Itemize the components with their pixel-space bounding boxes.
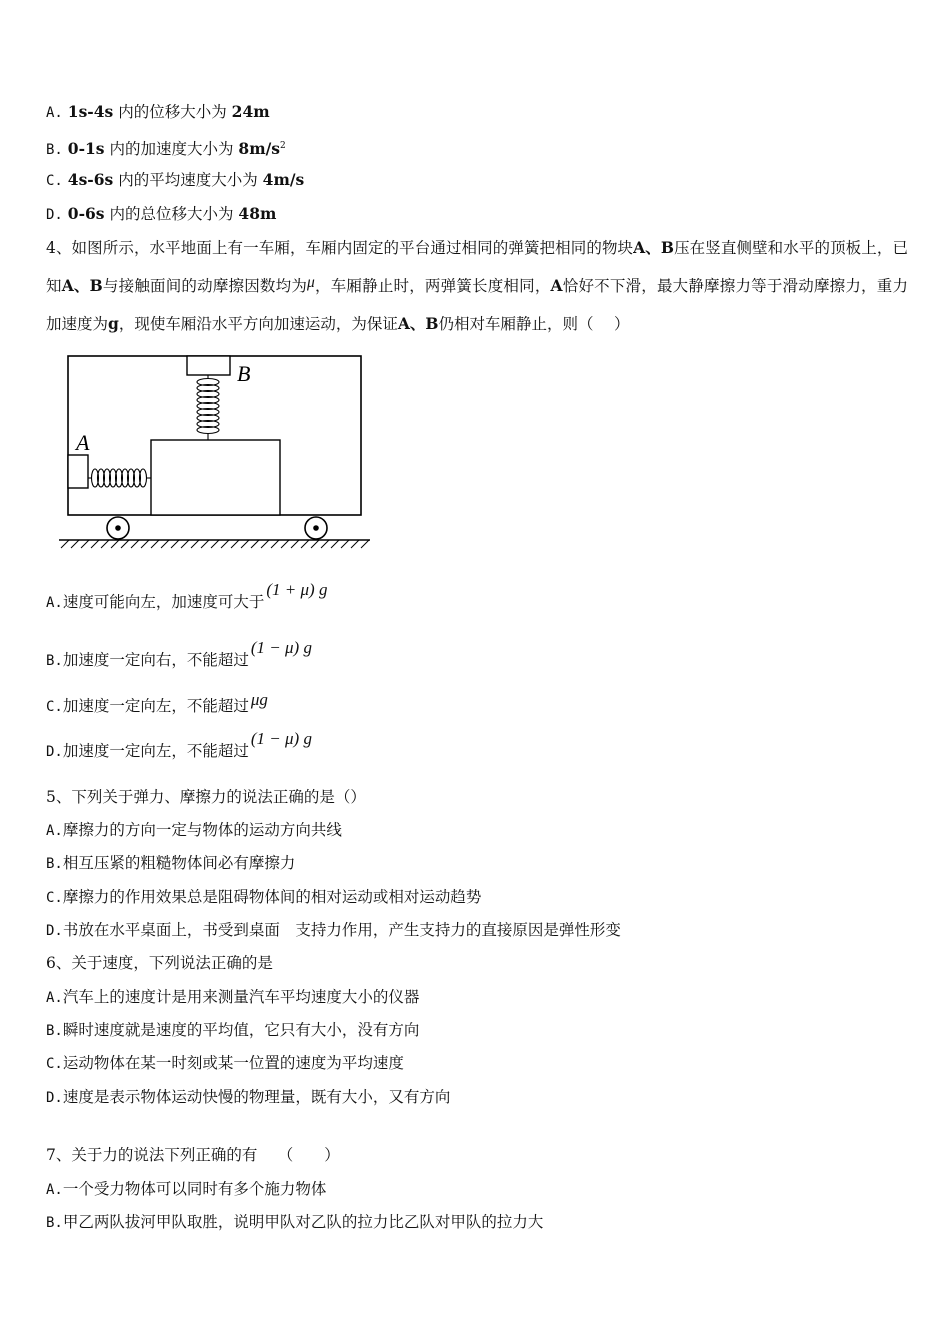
stem-text: 恰好不下滑，最大静摩擦力等于滑动摩擦力，重力加速度为 — [46, 277, 908, 333]
q3-option-a — [46, 102, 270, 123]
option-label: C. — [46, 699, 63, 715]
option-label: A. — [46, 105, 63, 121]
option-label: C. — [46, 173, 63, 189]
stem-bold: A、B — [397, 314, 439, 333]
q7-stem: 7、关于力的说法下列正确的有 （ ） — [46, 1146, 340, 1164]
q6-option-d — [46, 1087, 450, 1108]
stem-text: 压在竖直侧壁和水平的顶板上，已知 — [46, 239, 908, 295]
q5-stem: 5、下列关于弹力、摩擦力的说法正确的是（） — [46, 788, 366, 806]
option-label: C. — [46, 1056, 63, 1072]
option-text: 摩擦力的作用效果总是阻碍物体间的相对运动或相对运动趋势 — [62, 888, 482, 906]
stem-text: 4、如图所示，水平地面上有一车厢，车厢内固定的平台通过相同的弹簧把相同的物块 — [46, 239, 634, 257]
q5-option-c — [46, 887, 481, 908]
option-text: 加速度一定向右，不能超过 — [62, 651, 249, 669]
option-label: A. — [46, 595, 63, 611]
option-label: B. — [46, 142, 63, 159]
platform — [151, 440, 280, 515]
option-text: 汽车上的速度计是用来测量汽车平均速度大小的仪器 — [62, 988, 420, 1006]
option-time-range: 0-6s — [67, 204, 105, 223]
ground-hatch — [61, 540, 369, 548]
q5-option-d — [46, 920, 621, 941]
q3-option-c — [46, 170, 304, 191]
stem-text: 与接触面间的动摩擦因数均为 — [102, 277, 308, 295]
q6-stem: 6、关于速度，下列说法正确的是 — [46, 954, 273, 972]
stem-bold: A — [550, 276, 563, 295]
option-label: D. — [46, 744, 63, 760]
stem-bold: g — [108, 314, 119, 333]
option-text: 加速度一定向左，不能超过 — [62, 697, 249, 715]
q4-option-d — [46, 729, 312, 762]
option-text: 书放在水平桌面上，书受到桌面 支持力作用，产生支持力的直接原因是弹性形变 — [62, 921, 621, 939]
option-text: 内的位移大小为 — [118, 103, 227, 121]
option-formula: μg — [250, 690, 268, 709]
option-label: D. — [46, 1090, 63, 1106]
option-label: B. — [46, 653, 63, 669]
wheel-right — [305, 517, 327, 539]
option-text: 一个受力物体可以同时有多个施力物体 — [62, 1180, 327, 1198]
q3-option-b — [46, 136, 286, 160]
option-label: C. — [46, 890, 63, 906]
option-text: 甲乙两队拔河甲队取胜，说明甲队对乙队的拉力比乙队对甲队的拉力大 — [62, 1213, 544, 1231]
q5-option-a — [46, 820, 342, 841]
option-time-range: 1s-4s — [67, 102, 114, 121]
option-label: A. — [46, 1182, 63, 1198]
option-label: B. — [46, 1215, 63, 1231]
option-formula: (1 + μ) g — [266, 580, 328, 599]
q4-option-a — [46, 580, 328, 613]
q6-option-a — [46, 987, 419, 1008]
mu-symbol: μ — [307, 274, 315, 291]
label-a: A — [76, 430, 90, 455]
option-label: D. — [46, 207, 63, 223]
option-label: D. — [46, 923, 63, 939]
cart-figure — [55, 350, 375, 550]
q6-option-c — [46, 1053, 404, 1074]
vertical-spring — [197, 375, 219, 440]
option-text: 速度可能向左，加速度可大于 — [62, 593, 265, 611]
stem-text: 仍相对车厢静止，则（ ） — [438, 315, 630, 333]
option-label: B. — [46, 856, 63, 872]
option-value: 4m/s — [262, 170, 305, 189]
option-value: 48m — [238, 204, 277, 223]
option-value: 8m/s — [238, 139, 280, 159]
stem-text: ，车厢静止时，两弹簧长度相同， — [314, 277, 551, 295]
q4-option-b — [46, 638, 312, 671]
option-text: 速度是表示物体运动快慢的物理量，既有大小，又有方向 — [62, 1088, 451, 1106]
label-b: B — [237, 361, 251, 386]
q7-option-b — [46, 1212, 543, 1233]
stem-bold: A、B — [61, 276, 103, 295]
option-label: B. — [46, 1023, 63, 1039]
option-text: 内的平均速度大小为 — [118, 171, 258, 189]
option-exponent: 2 — [280, 141, 286, 151]
option-value: 24m — [231, 102, 270, 121]
stem-bold: A、B — [633, 238, 674, 257]
option-text: 内的总位移大小为 — [109, 205, 234, 223]
q4-option-c — [46, 690, 268, 717]
option-label: A. — [46, 990, 63, 1006]
option-text: 内的加速度大小为 — [109, 140, 234, 159]
block-a — [68, 455, 88, 488]
option-time-range: 4s-6s — [67, 170, 114, 189]
q4-stem — [46, 229, 908, 343]
option-time-range: 0-1s — [67, 139, 105, 159]
option-text: 加速度一定向左，不能超过 — [62, 742, 249, 760]
option-text: 摩擦力的方向一定与物体的运动方向共线 — [62, 821, 342, 839]
option-label: A. — [46, 823, 63, 839]
option-text: 相互压紧的粗糙物体间必有摩擦力 — [62, 854, 296, 872]
horizontal-spring — [88, 469, 151, 487]
option-text: 瞬时速度就是速度的平均值，它只有大小，没有方向 — [62, 1021, 420, 1039]
option-text: 运动物体在某一时刻或某一位置的速度为平均速度 — [62, 1054, 404, 1072]
option-formula: (1 − μ) g — [250, 729, 312, 748]
q6-option-b — [46, 1020, 419, 1041]
wheel-left — [107, 517, 129, 539]
stem-text: ，现使车厢沿水平方向加速运动，为保证 — [118, 315, 398, 333]
q5-option-b — [46, 853, 295, 874]
block-b — [187, 356, 230, 375]
option-formula: (1 − μ) g — [250, 638, 312, 657]
q7-option-a — [46, 1179, 326, 1200]
q3-option-d — [46, 204, 276, 225]
